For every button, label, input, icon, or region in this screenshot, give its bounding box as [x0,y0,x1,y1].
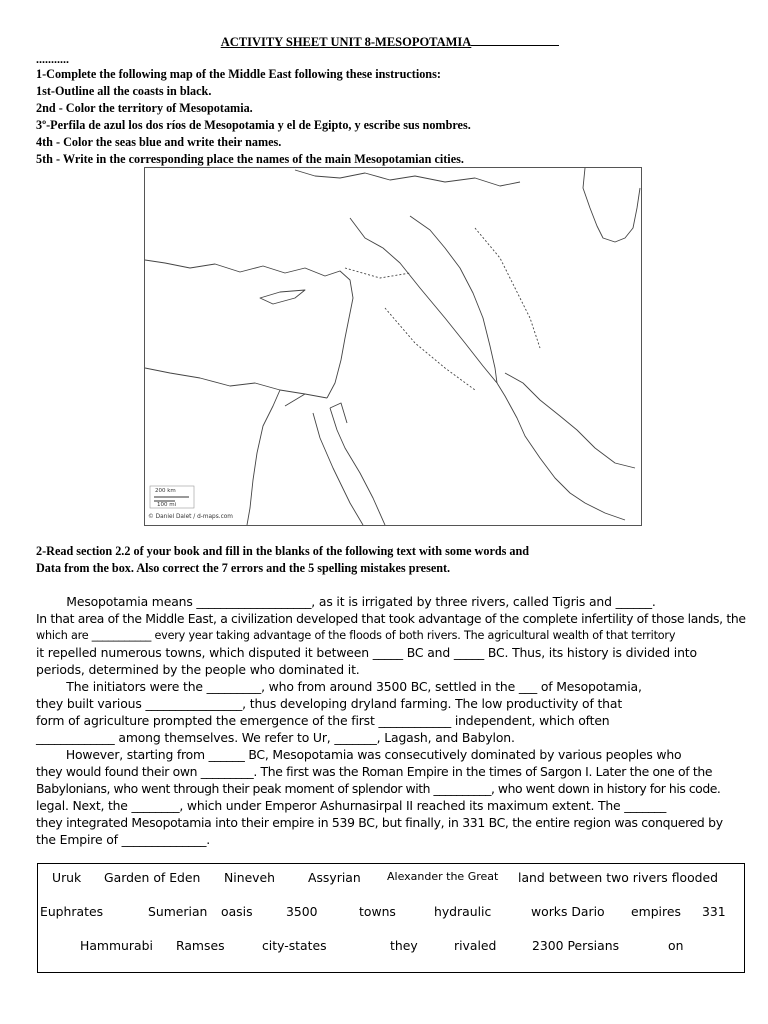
red-sea-west-coast [313,413,363,525]
word-box-item: oasis [221,904,253,919]
text-line: periods, determined by the people who dominated it. [36,662,360,677]
word-box-item: Ramses [176,938,225,953]
word-box-item: towns [359,904,396,919]
nile-river [247,390,280,525]
border-line [385,308,475,390]
map-drawing [145,168,641,525]
text-line: However, starting from ______ BC, Mesopotamia was consecutively dominated by various peoples who [36,747,682,762]
section2-heading: Data from the box. Also correct the 7 errors and the 5 spelling mistakes present. [36,561,451,575]
section2-heading: 2-Read section 2.2 of your book and fill in the blanks of the following text with some words and [36,544,530,558]
instruction-line: 3º-Perfila de azul los dos ríos de Mesopotamia y el de Egipto, y escribe sus nombres. [36,118,471,132]
map-scale-km: 200 km [155,488,176,494]
word-box-item: Nineveh [224,870,275,885]
middle-east-outline-map [144,167,642,526]
text-line: they integrated Mesopotamia into their empire in 539 BC, but finally, in 331 BC, the entire region was conquered by [36,815,723,830]
word-box-item: Alexander the Great [387,870,499,883]
text-line: Mesopotamia means ___________________, as it is irrigated by three rivers, called Tigris and ______. [36,594,656,609]
word-box-item: 3500 [286,904,318,919]
word-box-item: Sumerian [148,904,208,919]
persian-gulf-east-coast [505,373,635,468]
text-line: _____________ among themselves. We refer to Ur, _______, Lagash, and Babylon. [36,730,515,745]
word-box [37,863,745,973]
text-line: legal. Next, the ________, which under Emperor Ashurnasirpal II reached its maximum extent. The _______ [36,798,667,813]
word-box-item: Euphrates [40,904,104,919]
text-line: they would found their own _________. The first was the Roman Empire in the times of Sargon I. Later the one of the [36,764,713,779]
gulf-of-aqaba [330,403,347,423]
tigris-river [410,216,497,383]
word-box-item: works Dario [531,904,605,919]
text-line: the Empire of ______________. [36,832,211,847]
nile-delta-branch [285,394,305,406]
word-box-item: land between two rivers flooded [518,870,719,885]
north-africa-coast [145,368,327,398]
word-box-item: 2300 Persians [532,938,620,953]
word-box-item: hydraulic [434,904,492,919]
border-line [475,228,540,348]
word-box-item: they [390,938,418,953]
word-box-item: on [668,938,684,953]
instruction-line: 1-Complete the following map of the Middle East following these instructions: [36,67,441,81]
text-line: they built various ________________, thus developing dryland farming. The low productivity of that [36,696,623,711]
persian-gulf-west-coast [497,383,625,520]
word-box-item: rivaled [454,938,497,953]
euphrates-river [350,218,497,383]
cyprus [260,290,305,304]
map-scale-mi: 100 mi [157,502,177,508]
instruction-line: 4th - Color the seas blue and write their names. [36,135,282,149]
page-title: ACTIVITY SHEET UNIT 8-MESOPOTAMIA [0,34,768,50]
instruction-line: 1st-Outline all the coasts in black. [36,84,212,98]
word-box-item: Assyrian [308,870,361,885]
text-line: form of agriculture prompted the emergence of the first ____________ independent, which often [36,713,610,728]
text-line: In that area of the Middle East, a civilization developed that took advantage of the complete infertility of those lands, the [36,611,746,626]
text-line: which are ___________ every year taking advantage of the floods of both rivers. The agricultural wealth of that territory [36,629,676,642]
title-dots: ........... [36,52,69,66]
title-underline-blank [471,34,559,46]
caspian-sea-coast [583,168,640,242]
word-box-item: empires [631,904,681,919]
text-line: The initiators were the _________, who from around 3500 BC, settled in the ___ of Mesopotamia, [36,679,642,694]
word-box-item: 331 [702,904,726,919]
word-box-item: Uruk [52,870,82,885]
map-credit: © Daniel Dalet / d-maps.com [148,514,233,520]
text-line: Babylonians, who went through their peak moment of splendor with __________, who went down in history for his code. [36,781,721,796]
black-sea-coast [295,170,520,186]
instruction-line: 5th - Write in the corresponding place the names of the main Mesopotamian cities. [36,152,464,166]
red-sea-east-coast [330,408,385,525]
word-box-item: Hammurabi [80,938,153,953]
border-line [345,268,410,278]
instruction-line: 2nd - Color the territory of Mesopotamia. [36,101,253,115]
word-box-item: city-states [262,938,327,953]
word-box-item: Garden of Eden [104,870,201,885]
text-line: it repelled numerous towns, which disputed it between _____ BC and _____ BC. Thus, its history is divided into [36,645,697,660]
mediterranean-east-coast [145,260,353,398]
